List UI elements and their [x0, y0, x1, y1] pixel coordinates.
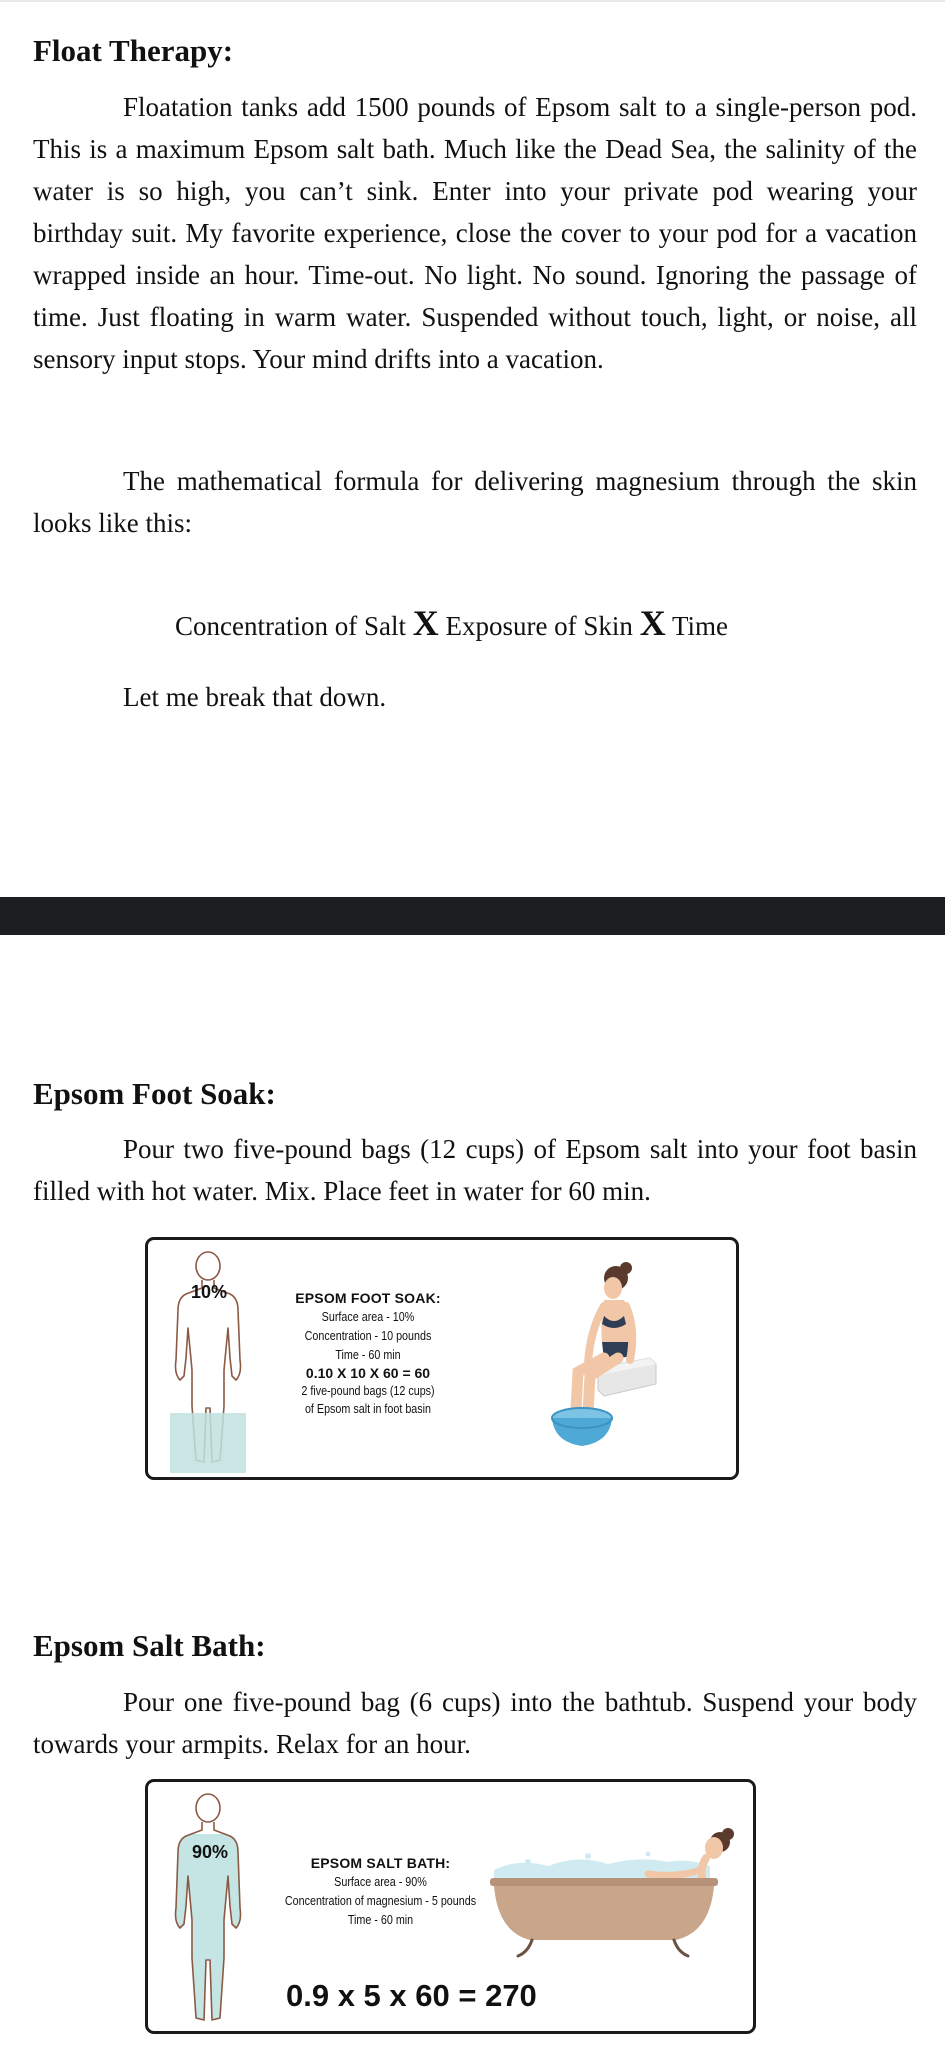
card-line-time: Time - 60 min	[347, 1913, 414, 1927]
woman-bathtub-icon	[488, 1826, 748, 1966]
card-line-surface: Surface area - 90%	[334, 1875, 427, 1889]
card-title: EPSOM SALT BATH:	[310, 1855, 451, 1871]
card-note-line: of Epsom salt in foot basin	[304, 1402, 432, 1416]
formula-term-exposure: Exposure of Skin	[445, 611, 633, 641]
card-line-surface: Surface area - 10%	[321, 1310, 415, 1324]
body-outline-icon	[170, 1790, 246, 2030]
bath-equation: 0.9 x 5 x 60 = 270	[286, 1978, 537, 2013]
page-float-therapy	[0, 0, 945, 897]
foot-soak-infographic	[145, 1237, 739, 1480]
card-note-line: 2 five-pound bags (12 cups)	[301, 1384, 435, 1398]
salt-bath-infographic	[145, 1779, 756, 2034]
formula-intro-paragraph: The mathematical formula for delivering magnesium through the skin looks like this:	[33, 466, 917, 538]
surface-area-percent: 90%	[192, 1842, 229, 1862]
page-epsom-soaks	[0, 935, 945, 2048]
formula-term-concentration: Concentration of Salt	[175, 611, 406, 641]
page-separator	[0, 897, 945, 935]
salt-bath-heading: Epsom Salt Bath:	[33, 1628, 266, 1663]
card-equation: 0.10 X 10 X 60 = 60	[305, 1365, 431, 1381]
foot-soak-heading: Epsom Foot Soak:	[33, 1076, 276, 1111]
formula-term-time: Time	[671, 611, 728, 641]
formula-multiply-sign: X	[412, 603, 439, 643]
card-title: EPSOM FOOT SOAK:	[295, 1290, 441, 1306]
card-line-concentration: Concentration of magnesium - 5 pounds	[284, 1894, 477, 1908]
breakdown-text: Let me break that down.	[123, 682, 387, 712]
woman-foot-basin-icon	[538, 1260, 668, 1455]
salt-bath-paragraph: Pour one five-pound bag (6 cups) into the bathtub. Suspend your body towards your armpits. Relax for an hour.	[33, 1687, 917, 1759]
formula-multiply-sign: X	[639, 603, 666, 643]
card-line-time: Time - 60 min	[335, 1348, 401, 1362]
float-therapy-heading: Float Therapy:	[33, 33, 234, 68]
float-therapy-paragraph: Floatation tanks add 1500 pounds of Epsom salt to a single-person pod. This is a maximum Epsom salt bath. Much like the Dead Sea, the salinity of the water is so high, you can’t sink. Enter into your private pod wearing your birthday suit. My favorite experience, close the cover to your pod for a vacation wrapped inside an hour. Time-out. No light. No sound. Ignoring the passage of time. Just floating in warm water. Suspended without touch, light, or noise, all sensory input stops. Your mind drifts into a vacation.	[33, 92, 917, 374]
card-line-concentration: Concentration - 10 pounds	[304, 1329, 432, 1343]
magnesium-formula	[175, 602, 728, 644]
surface-area-percent: 10%	[191, 1282, 228, 1302]
foot-soak-paragraph: Pour two five-pound bags (12 cups) of Epsom salt into your foot basin filled with hot water. Mix. Place feet in water for 60 min.	[33, 1134, 917, 1206]
